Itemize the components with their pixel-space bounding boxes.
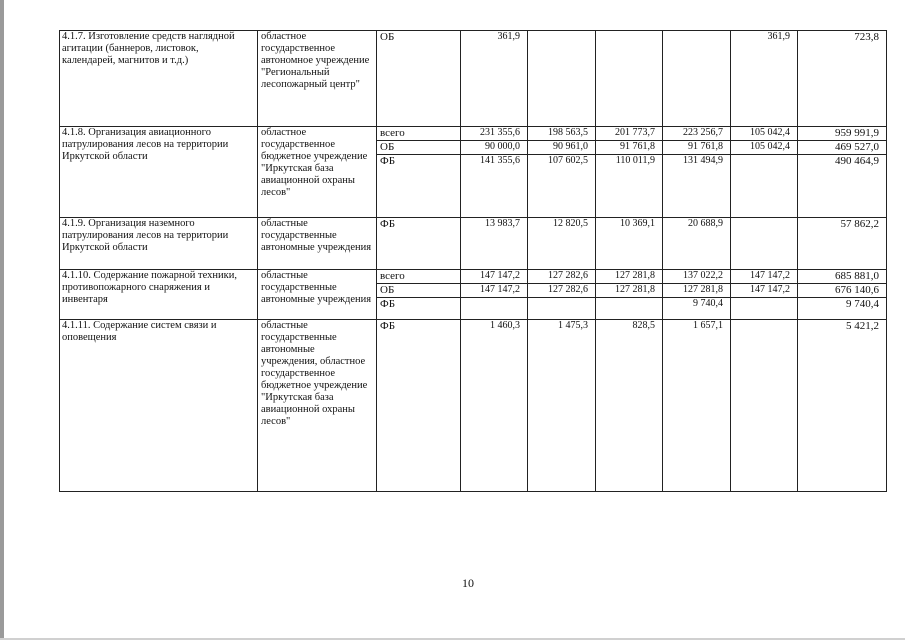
total-value-cell: 723,8 (798, 31, 887, 127)
year-value-cell: 127 281,8 (596, 270, 663, 284)
year-value-cell: 110 011,9 (596, 155, 663, 218)
total-value-cell: 57 862,2 (798, 218, 887, 270)
executor-cell: областные государственные автономные учреждения (258, 218, 377, 270)
total-value-cell: 685 881,0 (798, 270, 887, 284)
year-value-cell (528, 31, 596, 127)
page-number: 10 (462, 576, 474, 590)
funding-source-cell: ОБ (377, 31, 461, 127)
executor-cell: областное государственное бюджетное учреждение "Иркутская база авиационной охраны лесов" (258, 127, 377, 218)
table-row (60, 320, 887, 492)
year-value-cell (528, 298, 596, 320)
executor-cell: областные государственные автономные учреждения, областное государственное бюджетное учреждение "Иркутская база авиационной охраны лесов" (258, 320, 377, 492)
year-value-cell: 13 983,7 (461, 218, 528, 270)
year-value-cell: 828,5 (596, 320, 663, 492)
year-value-cell: 198 563,5 (528, 127, 596, 141)
year-value-cell: 127 282,6 (528, 270, 596, 284)
activity-name-cell: 4.1.7. Изготовление средств наглядной агитации (баннеров, листовок, календарей, магнитов и т.д.) (60, 31, 258, 127)
year-value-cell: 137 022,2 (663, 270, 731, 284)
year-value-cell: 1 657,1 (663, 320, 731, 492)
year-value-cell: 223 256,7 (663, 127, 731, 141)
year-value-cell: 147 147,2 (461, 270, 528, 284)
total-value-cell: 469 527,0 (798, 141, 887, 155)
year-value-cell: 91 761,8 (596, 141, 663, 155)
year-value-cell (731, 320, 798, 492)
year-value-cell: 361,9 (461, 31, 528, 127)
year-value-cell: 147 147,2 (731, 270, 798, 284)
year-value-cell (731, 155, 798, 218)
table-row (60, 127, 887, 141)
table-row (60, 31, 887, 127)
total-value-cell: 9 740,4 (798, 298, 887, 320)
year-value-cell: 1 460,3 (461, 320, 528, 492)
year-value-cell: 10 369,1 (596, 218, 663, 270)
year-value-cell (731, 298, 798, 320)
funding-source-cell: ОБ (377, 141, 461, 155)
total-value-cell: 490 464,9 (798, 155, 887, 218)
year-value-cell: 91 761,8 (663, 141, 731, 155)
funding-source-cell: ФБ (377, 155, 461, 218)
year-value-cell: 131 494,9 (663, 155, 731, 218)
year-value-cell (731, 218, 798, 270)
year-value-cell: 105 042,4 (731, 127, 798, 141)
year-value-cell: 147 147,2 (461, 284, 528, 298)
year-value-cell: 231 355,6 (461, 127, 528, 141)
activity-name-cell: 4.1.11. Содержание систем связи и оповещения (60, 320, 258, 492)
year-value-cell: 9 740,4 (663, 298, 731, 320)
total-value-cell: 959 991,9 (798, 127, 887, 141)
year-value-cell: 201 773,7 (596, 127, 663, 141)
funding-source-cell: всего (377, 127, 461, 141)
year-value-cell (596, 31, 663, 127)
total-value-cell: 676 140,6 (798, 284, 887, 298)
table-body (60, 31, 887, 492)
total-value-cell: 5 421,2 (798, 320, 887, 492)
activity-name-cell: 4.1.10. Содержание пожарной техники, противопожарного снаряжения и инвентаря (60, 270, 258, 320)
year-value-cell: 127 281,8 (596, 284, 663, 298)
year-value-cell: 127 281,8 (663, 284, 731, 298)
funding-source-cell: ФБ (377, 298, 461, 320)
executor-cell: областное государственное автономное учреждение "Региональный лесопожарный центр" (258, 31, 377, 127)
table-row (60, 270, 887, 284)
year-value-cell (596, 298, 663, 320)
executor-cell: областные государственные автономные учреждения (258, 270, 377, 320)
year-value-cell: 90 000,0 (461, 141, 528, 155)
program-activities-table (59, 30, 887, 492)
year-value-cell (461, 298, 528, 320)
year-value-cell (663, 31, 731, 127)
year-value-cell: 105 042,4 (731, 141, 798, 155)
scan-edge-shadow (0, 0, 4, 640)
year-value-cell: 107 602,5 (528, 155, 596, 218)
table-row (60, 218, 887, 270)
year-value-cell: 361,9 (731, 31, 798, 127)
year-value-cell: 90 961,0 (528, 141, 596, 155)
year-value-cell: 20 688,9 (663, 218, 731, 270)
year-value-cell: 147 147,2 (731, 284, 798, 298)
year-value-cell: 127 282,6 (528, 284, 596, 298)
year-value-cell: 141 355,6 (461, 155, 528, 218)
funding-source-cell: ФБ (377, 320, 461, 492)
year-value-cell: 12 820,5 (528, 218, 596, 270)
funding-source-cell: всего (377, 270, 461, 284)
activity-name-cell: 4.1.8. Организация авиационного патрулирования лесов на территории Иркутской области (60, 127, 258, 218)
funding-source-cell: ОБ (377, 284, 461, 298)
year-value-cell: 1 475,3 (528, 320, 596, 492)
funding-source-cell: ФБ (377, 218, 461, 270)
activity-name-cell: 4.1.9. Организация наземного патрулирования лесов на территории Иркутской области (60, 218, 258, 270)
